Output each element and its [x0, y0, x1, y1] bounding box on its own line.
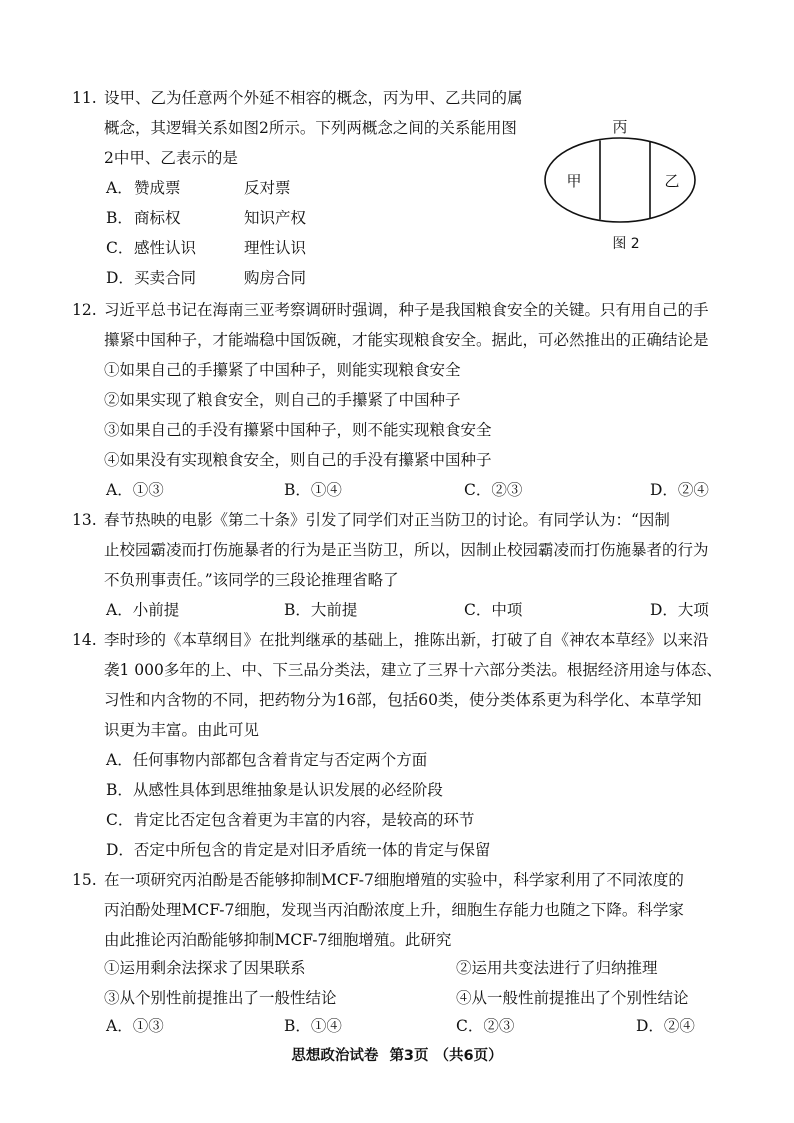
q13-stem-line1: 春节热映的电影《第二十条》引发了同学们对正当防卫的讨论。有同学认为：“因制: [104, 511, 670, 529]
figure-label-yi: 乙: [664, 172, 680, 190]
q15-stem-line2: 丙泊酚处理MCF-7细胞，发现当丙泊酚浓度上升，细胞生存能力也随之下降。科学家: [104, 901, 684, 919]
q13-stem-line3: 不负刑事责任。”该同学的三段论推理省略了: [104, 571, 399, 589]
q15-answer-d: D．②④: [636, 1017, 695, 1035]
figure-2-diagram: [540, 112, 715, 257]
q14-option-c: C．肯定比否定包含着更为丰富的内容，是较高的环节: [106, 811, 475, 829]
q12-statement-2: ②如果实现了粮食安全，则自己的手攥紧了中国种子: [104, 391, 461, 409]
figure-label-jia: 甲: [566, 172, 582, 190]
q13-answer-c: C．中项: [464, 601, 523, 619]
q15-statement-2: ②运用共变法进行了归纳推理: [456, 959, 658, 977]
q15-statement-3: ③从个别性前提推出了一般性结论: [104, 989, 337, 1007]
q11-stem-line1: 设甲、乙为任意两个外延不相容的概念，丙为甲、乙共同的属: [104, 89, 523, 107]
q12-statement-4: ④如果没有实现粮食安全，则自己的手没有攥紧中国种子: [104, 451, 492, 469]
q13-answer-a: A．小前提: [106, 601, 180, 619]
figure-caption: 图 2: [612, 236, 640, 252]
q14-stem-line1: 李时珍的《本草纲目》在批判继承的基础上，推陈出新，打破了自《神农本草经》以来沿: [104, 631, 709, 649]
q12-answer-d: D．②④: [650, 481, 709, 499]
footer-page: 第3页: [389, 1048, 429, 1064]
q15-statement-1: ①运用剩余法探求了因果联系: [104, 959, 306, 977]
q14-stem-line2: 袭1 000多年的上、中、下三品分类法，建立了三界十六部分类法。根据经济用途与体态、: [104, 661, 722, 679]
q12-stem-line1: 习近平总书记在海南三亚考察调研时强调，种子是我国粮食安全的关键。只有用自己的手: [104, 301, 709, 319]
q15-answer-b: B．①④: [284, 1017, 342, 1035]
q11-stem-line2: 概念，其逻辑关系如图2所示。下列两概念之间的关系能用图: [104, 119, 517, 137]
q14-option-b: B．从感性具体到思维抽象是认识发展的必经阶段: [106, 781, 443, 799]
q15-stem-line1: 在一项研究丙泊酚是否能够抑制MCF-7细胞增殖的实验中，科学家利用了不同浓度的: [104, 871, 684, 889]
q15-number: 15.: [72, 871, 97, 889]
q12-statement-3: ③如果自己的手没有攥紧中国种子，则不能实现粮食安全: [104, 421, 492, 439]
q14-stem-line4: 识更为丰富。由此可见: [104, 721, 260, 739]
q13-stem-line2: 止校园霸凌而打伤施暴者的行为是正当防卫，所以，因制止校园霸凌而打伤施暴者的行为: [104, 541, 709, 559]
q12-answer-c: C．②③: [464, 481, 523, 499]
q12-statement-1: ①如果自己的手攥紧了中国种子，则能实现粮食安全: [104, 361, 461, 379]
q14-option-d: D．否定中所包含的肯定是对旧矛盾统一体的肯定与保留: [106, 841, 491, 859]
footer-total: （共6页）: [434, 1048, 503, 1064]
figure-label-bing: 丙: [612, 118, 628, 136]
q13-number: 13.: [72, 511, 97, 529]
q12-stem-line2: 攥紧中国种子，才能端稳中国饭碗，才能实现粮食安全。据此，可必然推出的正确结论是: [104, 331, 709, 349]
page-footer: [0, 1044, 794, 1065]
q13-answer-d: D．大项: [650, 601, 709, 619]
q15-statement-4: ④从一般性前提推出了个别性结论: [456, 989, 689, 1007]
q14-number: 14.: [72, 631, 97, 649]
q14-stem-line3: 习性和内含物的不同，把药物分为16部，包括60类，使分类体系更为科学化、本草学知: [104, 691, 702, 709]
q15-stem-line3: 由此推论丙泊酚能够抑制MCF-7细胞增殖。此研究: [104, 931, 452, 949]
q12-answer-b: B．①④: [284, 481, 342, 499]
q15-answer-a: A．①③: [106, 1017, 164, 1035]
q14-option-a: A．任何事物内部都包含着肯定与否定两个方面: [106, 751, 428, 769]
q13-answer-b: B．大前提: [284, 601, 358, 619]
footer-title: 思想政治试卷: [291, 1048, 379, 1064]
q12-number: 12.: [72, 301, 97, 319]
q11-stem-line3: 2中甲、乙表示的是: [104, 149, 238, 167]
q15-answer-c: C．②③: [456, 1017, 515, 1035]
q11-number: 11.: [72, 89, 97, 107]
q12-answer-a: A．①③: [106, 481, 164, 499]
